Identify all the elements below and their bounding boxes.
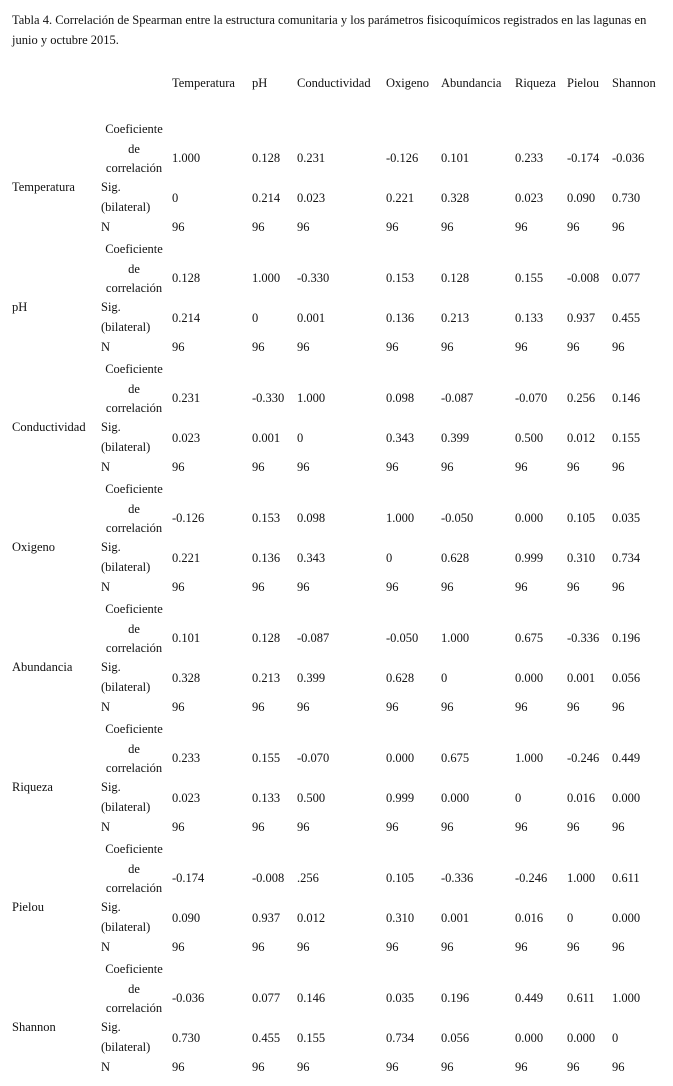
cell-n: 96 [252,580,265,594]
cell-n: 96 [441,340,454,354]
stat-label-sig: Sig. (bilateral) [101,660,151,694]
cell-sig: 0.136 [252,551,281,565]
cell-sig: 0.213 [252,671,281,685]
cell-n: 96 [252,940,265,954]
cell-n: 96 [612,460,625,474]
cell-sig: 0.213 [441,311,470,325]
cell-sig: 0.500 [515,431,544,445]
cell-coef: 0.155 [515,271,544,285]
cell-n: 96 [441,820,454,834]
cell-sig: 0.016 [567,791,596,805]
stat-label-n: N [101,580,111,594]
cell-coef: 0.675 [441,751,470,765]
stat-label-coef: Coeficiente de correlación [105,962,163,1015]
cell-coef: .256 [297,871,319,885]
cell-sig: 0.000 [612,791,641,805]
column-header: Conductividad [297,76,371,90]
cell-n: 96 [441,940,454,954]
cell-sig: 0 [252,311,259,325]
stat-label-sig: Sig. (bilateral) [101,900,151,934]
row-label: Riqueza [12,780,53,794]
cell-coef: 0.153 [252,511,281,525]
cell-coef: -0.087 [297,631,330,645]
cell-sig: 0.328 [172,671,201,685]
cell-sig: 0.455 [252,1031,281,1045]
cell-sig: 0.734 [386,1031,415,1045]
cell-n: 96 [172,220,185,234]
cell-coef: -0.036 [172,991,205,1005]
cell-coef: 0.000 [515,511,544,525]
cell-sig: 0 [567,911,574,925]
stat-label-coef: Coeficiente de correlación [105,482,163,535]
cell-sig: 0.399 [441,431,470,445]
cell-coef: 0.000 [386,751,415,765]
cell-sig: 0.937 [252,911,281,925]
cell-coef: 0.196 [441,991,470,1005]
column-header: Oxigeno [386,76,430,90]
stat-label-coef: Coeficiente de correlación [105,842,163,895]
stat-label-sig: Sig. (bilateral) [101,1020,151,1054]
cell-n: 96 [515,700,528,714]
cell-n: 96 [515,580,528,594]
cell-sig: 0 [515,791,522,805]
cell-coef: 0.101 [441,151,470,165]
table-caption: Tabla 4. Correlación de Spearman entre la estructura comunitaria y los parámetros fisicoquímicos registrados en las lagunas en junio y octubre 2015. [12,13,647,47]
cell-sig: 0.214 [252,191,281,205]
cell-n: 96 [567,700,580,714]
row-label: Pielou [12,900,44,914]
cell-sig: 0.090 [567,191,596,205]
cell-n: 96 [612,340,625,354]
cell-n: 96 [297,460,310,474]
cell-coef: 0.098 [297,511,326,525]
stat-label-coef: Coeficiente de correlación [105,122,163,175]
cell-coef: -0.336 [567,631,600,645]
cell-sig: 0.016 [515,911,544,925]
stat-label-n: N [101,940,111,954]
cell-coef: 0.128 [252,631,281,645]
cell-sig: 0.023 [515,191,544,205]
cell-n: 96 [252,220,265,234]
cell-n: 96 [172,940,185,954]
cell-n: 96 [297,1060,310,1074]
stat-label-n: N [101,460,111,474]
cell-coef: 0.196 [612,631,641,645]
cell-coef: -0.050 [386,631,419,645]
cell-sig: 0.999 [515,551,544,565]
cell-n: 96 [612,940,625,954]
cell-n: 96 [252,820,265,834]
cell-coef: 0.449 [515,991,544,1005]
cell-sig: 0.221 [172,551,201,565]
cell-coef: 1.000 [612,991,641,1005]
cell-coef: 0.146 [612,391,641,405]
cell-sig: 0 [386,551,393,565]
cell-coef: 0.098 [386,391,415,405]
cell-n: 96 [612,220,625,234]
cell-n: 96 [172,1060,185,1074]
cell-sig: 0.012 [567,431,596,445]
cell-coef: 0.611 [612,871,640,885]
cell-sig: 0.023 [172,791,201,805]
cell-n: 96 [386,460,399,474]
row-label: Abundancia [12,660,73,674]
cell-coef: 0.231 [172,391,201,405]
cell-coef: -0.174 [172,871,205,885]
cell-n: 96 [172,580,185,594]
cell-n: 96 [252,1060,265,1074]
cell-n: 96 [386,340,399,354]
cell-n: 96 [172,820,185,834]
column-header: Pielou [567,76,599,90]
cell-n: 96 [567,580,580,594]
cell-n: 96 [386,580,399,594]
column-header: Abundancia [441,76,502,90]
cell-n: 96 [515,220,528,234]
stat-label-coef: Coeficiente de correlación [105,602,163,655]
cell-n: 96 [441,220,454,234]
cell-coef: -0.174 [567,151,600,165]
cell-n: 96 [172,340,185,354]
cell-coef: -0.330 [297,271,330,285]
cell-sig: 0 [441,671,448,685]
cell-sig: 0 [172,191,179,205]
stat-label-sig: Sig. (bilateral) [101,180,151,214]
row-label: Conductividad [12,420,86,434]
stat-label-sig: Sig. (bilateral) [101,540,151,574]
cell-sig: 0.937 [567,311,596,325]
cell-sig: 0.155 [297,1031,326,1045]
cell-sig: 0.056 [612,671,641,685]
cell-coef: -0.008 [567,271,600,285]
cell-coef: 1.000 [252,271,281,285]
cell-coef: 0.128 [172,271,201,285]
stat-label-coef: Coeficiente de correlación [105,242,163,295]
cell-sig: 0.000 [441,791,470,805]
cell-sig: 0.310 [567,551,596,565]
cell-coef: -0.036 [612,151,645,165]
cell-n: 96 [612,580,625,594]
cell-coef: 0.146 [297,991,326,1005]
stat-label-coef: Coeficiente de correlación [105,722,163,775]
cell-n: 96 [612,820,625,834]
cell-n: 96 [612,1060,625,1074]
cell-coef: 0.449 [612,751,641,765]
cell-coef: 1.000 [567,871,596,885]
cell-n: 96 [515,940,528,954]
cell-n: 96 [386,220,399,234]
cell-n: 96 [567,820,580,834]
stat-label-n: N [101,220,111,234]
cell-sig: 0.000 [515,1031,544,1045]
cell-coef: 0.128 [441,271,470,285]
cell-coef: -0.246 [515,871,548,885]
stat-label-n: N [101,340,111,354]
cell-coef: 1.000 [172,151,201,165]
cell-n: 96 [386,700,399,714]
cell-sig: 0.001 [297,311,326,325]
cell-coef: -0.070 [515,391,548,405]
cell-sig: 0.455 [612,311,641,325]
cell-sig: 0.343 [386,431,415,445]
cell-coef: -0.050 [441,511,474,525]
cell-sig: 0.628 [441,551,470,565]
cell-sig: 0.023 [297,191,326,205]
cell-n: 96 [441,700,454,714]
cell-n: 96 [441,1060,454,1074]
cell-sig: 0.000 [567,1031,596,1045]
cell-n: 96 [252,460,265,474]
cell-coef: 0.231 [297,151,326,165]
cell-coef: 1.000 [441,631,470,645]
cell-sig: 0.012 [297,911,326,925]
row-label: Shannon [12,1020,56,1034]
cell-coef: 0.155 [252,751,281,765]
cell-coef: 0.128 [252,151,281,165]
cell-n: 96 [297,580,310,594]
cell-sig: 0.310 [386,911,415,925]
cell-n: 96 [567,1060,580,1074]
cell-coef: -0.126 [386,151,419,165]
cell-sig: 0 [612,1031,619,1045]
cell-n: 96 [252,700,265,714]
cell-n: 96 [297,820,310,834]
row-label: Temperatura [12,180,75,194]
row-label: pH [12,300,28,314]
cell-n: 96 [515,460,528,474]
cell-coef: 0.611 [567,991,595,1005]
stat-label-sig: Sig. (bilateral) [101,780,151,814]
cell-sig: 0.628 [386,671,415,685]
cell-n: 96 [567,340,580,354]
cell-coef: -0.008 [252,871,285,885]
cell-coef: 0.077 [252,991,281,1005]
cell-sig: 0.001 [441,911,470,925]
cell-sig: 0.000 [515,671,544,685]
cell-coef: 0.101 [172,631,201,645]
cell-sig: 0.343 [297,551,326,565]
cell-n: 96 [172,700,185,714]
cell-n: 96 [515,820,528,834]
cell-coef: -0.070 [297,751,330,765]
cell-n: 96 [515,340,528,354]
cell-sig: 0.999 [386,791,415,805]
cell-coef: 0.105 [567,511,596,525]
cell-n: 96 [386,1060,399,1074]
cell-n: 96 [252,340,265,354]
cell-sig: 0.000 [612,911,641,925]
cell-n: 96 [567,460,580,474]
cell-n: 96 [386,820,399,834]
cell-coef: 0.105 [386,871,415,885]
cell-coef: -0.330 [252,391,285,405]
cell-coef: -0.126 [172,511,205,525]
column-header: Riqueza [515,76,556,90]
cell-coef: 1.000 [297,391,326,405]
cell-sig: 0.500 [297,791,326,805]
cell-coef: -0.246 [567,751,600,765]
column-header: Temperatura [172,76,235,90]
cell-coef: 0.035 [386,991,415,1005]
cell-n: 96 [297,940,310,954]
cell-coef: 1.000 [515,751,544,765]
cell-sig: 0 [297,431,304,445]
cell-sig: 0.090 [172,911,201,925]
row-label: Oxigeno [12,540,56,554]
cell-coef: -0.087 [441,391,474,405]
cell-coef: 0.035 [612,511,641,525]
stat-label-n: N [101,820,111,834]
cell-sig: 0.001 [252,431,281,445]
cell-n: 96 [297,340,310,354]
cell-n: 96 [441,460,454,474]
cell-sig: 0.399 [297,671,326,685]
cell-coef: 1.000 [386,511,415,525]
cell-n: 96 [172,460,185,474]
cell-sig: 0.328 [441,191,470,205]
cell-n: 96 [567,220,580,234]
cell-sig: 0.056 [441,1031,470,1045]
stat-label-n: N [101,1060,111,1074]
cell-n: 96 [386,940,399,954]
stat-label-sig: Sig. (bilateral) [101,300,151,334]
cell-sig: 0.214 [172,311,201,325]
cell-sig: 0.001 [567,671,596,685]
cell-n: 96 [441,580,454,594]
cell-coef: 0.256 [567,391,596,405]
cell-n: 96 [567,940,580,954]
cell-sig: 0.133 [252,791,281,805]
cell-sig: 0.023 [172,431,201,445]
cell-sig: 0.136 [386,311,415,325]
cell-sig: 0.221 [386,191,415,205]
column-header: Shannon [612,76,656,90]
stat-label-n: N [101,700,111,714]
cell-sig: 0.734 [612,551,641,565]
cell-sig: 0.730 [172,1031,201,1045]
cell-sig: 0.730 [612,191,641,205]
cell-n: 96 [612,700,625,714]
column-header: pH [252,76,268,90]
cell-coef: 0.153 [386,271,415,285]
cell-n: 96 [297,700,310,714]
cell-coef: -0.336 [441,871,474,885]
cell-sig: 0.155 [612,431,641,445]
cell-coef: 0.077 [612,271,641,285]
cell-coef: 0.675 [515,631,544,645]
stat-label-coef: Coeficiente de correlación [105,362,163,415]
cell-coef: 0.233 [172,751,201,765]
cell-n: 96 [515,1060,528,1074]
cell-sig: 0.133 [515,311,544,325]
cell-coef: 0.233 [515,151,544,165]
stat-label-sig: Sig. (bilateral) [101,420,151,454]
cell-n: 96 [297,220,310,234]
